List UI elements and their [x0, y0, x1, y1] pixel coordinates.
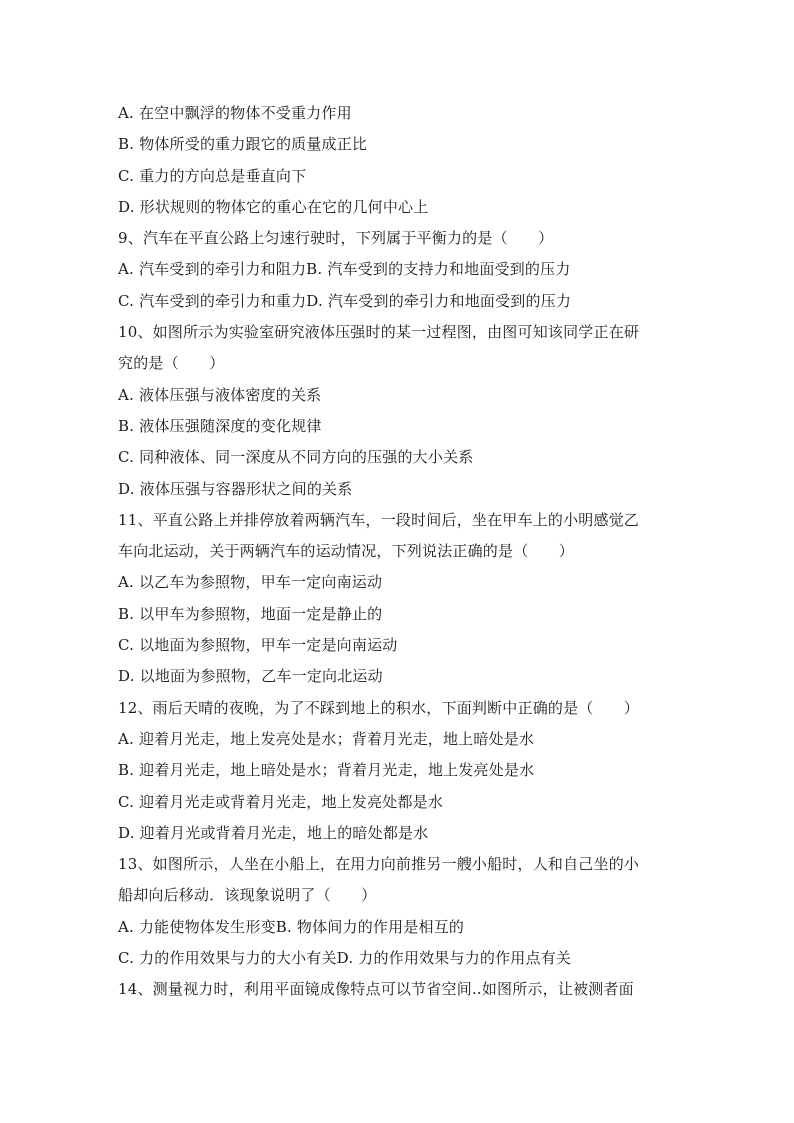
- question-13-stem-cont: 船却向后移动．该现象说明了（ ）: [118, 886, 377, 905]
- option-line: C. 汽车受到的牵引力和重力D. 汽车受到的牵引力和地面受到的压力: [118, 291, 572, 310]
- question-13-stem: 13、如图所示，人坐在小船上，在用力向前推另一艘小船时，人和自己坐的小: [118, 855, 640, 874]
- question-10-stem-cont: 究的是（ ）: [118, 354, 225, 373]
- option-line: C. 重力的方向总是垂直向下: [118, 166, 307, 185]
- option-line: C. 同种液体、同一深度从不同方向的压强的大小关系: [118, 448, 474, 467]
- option-line: D. 形状规则的物体它的重心在它的几何中心上: [118, 197, 429, 216]
- option-line: C. 以地面为参照物，甲车一定是向南运动: [118, 636, 398, 655]
- option-line: C. 迎着月光走或背着月光走，地上发亮处都是水: [118, 792, 444, 811]
- option-line: D. 液体压强与容器形状之间的关系: [118, 479, 353, 498]
- option-line: B. 迎着月光走，地上暗处是水；背着月光走，地上发亮处是水: [118, 761, 535, 780]
- option-line: A. 在空中飘浮的物体不受重力作用: [118, 104, 352, 122]
- option-line: B. 物体所受的重力跟它的质量成正比: [118, 135, 368, 154]
- option-line: A. 力能使物体发生形变B. 物体间力的作用是相互的: [118, 917, 465, 936]
- option-line: A. 汽车受到的牵引力和阻力B. 汽车受到的支持力和地面受到的压力: [118, 260, 571, 279]
- question-10-stem: 10、如图所示为实验室研究液体压强时的某一过程图，由图可知该同学正在研: [118, 323, 640, 342]
- option-line: B. 液体压强随深度的变化规律: [118, 416, 322, 435]
- question-text-block: [118, 98, 678, 1006]
- option-line: B. 以甲车为参照物，地面一定是静止的: [118, 604, 383, 623]
- option-line: D. 以地面为参照物，乙车一定向北运动: [118, 667, 383, 686]
- question-12-stem: 12、雨后天晴的夜晚，为了不踩到地上的积水，下面判断中正确的是（ ）: [118, 698, 640, 717]
- question-11-stem: 11、平直公路上并排停放着两辆汽车，一段时间后，坐在甲车上的小明感觉乙: [118, 510, 640, 529]
- question-9-stem: 9、汽车在平直公路上匀速行驶时，下列属于平衡力的是（ ）: [118, 229, 554, 248]
- question-14-stem: 14、测量视力时，利用平面镜成像特点可以节省空间..如图所示，让被测者面: [118, 980, 634, 999]
- option-line: A. 液体压强与液体密度的关系: [118, 385, 322, 404]
- option-line: D. 迎着月光或背着月光走，地上的暗处都是水: [118, 823, 429, 842]
- option-line: C. 力的作用效果与力的大小有关D. 力的作用效果与力的作用点有关: [118, 949, 572, 968]
- option-line: A. 迎着月光走，地上发亮处是水；背着月光走，地上暗处是水: [118, 729, 535, 748]
- question-11-stem-cont: 车向北运动，关于两辆汽车的运动情况，下列说法正确的是（ ）: [118, 542, 575, 561]
- option-line: A. 以乙车为参照物，甲车一定向南运动: [118, 573, 383, 592]
